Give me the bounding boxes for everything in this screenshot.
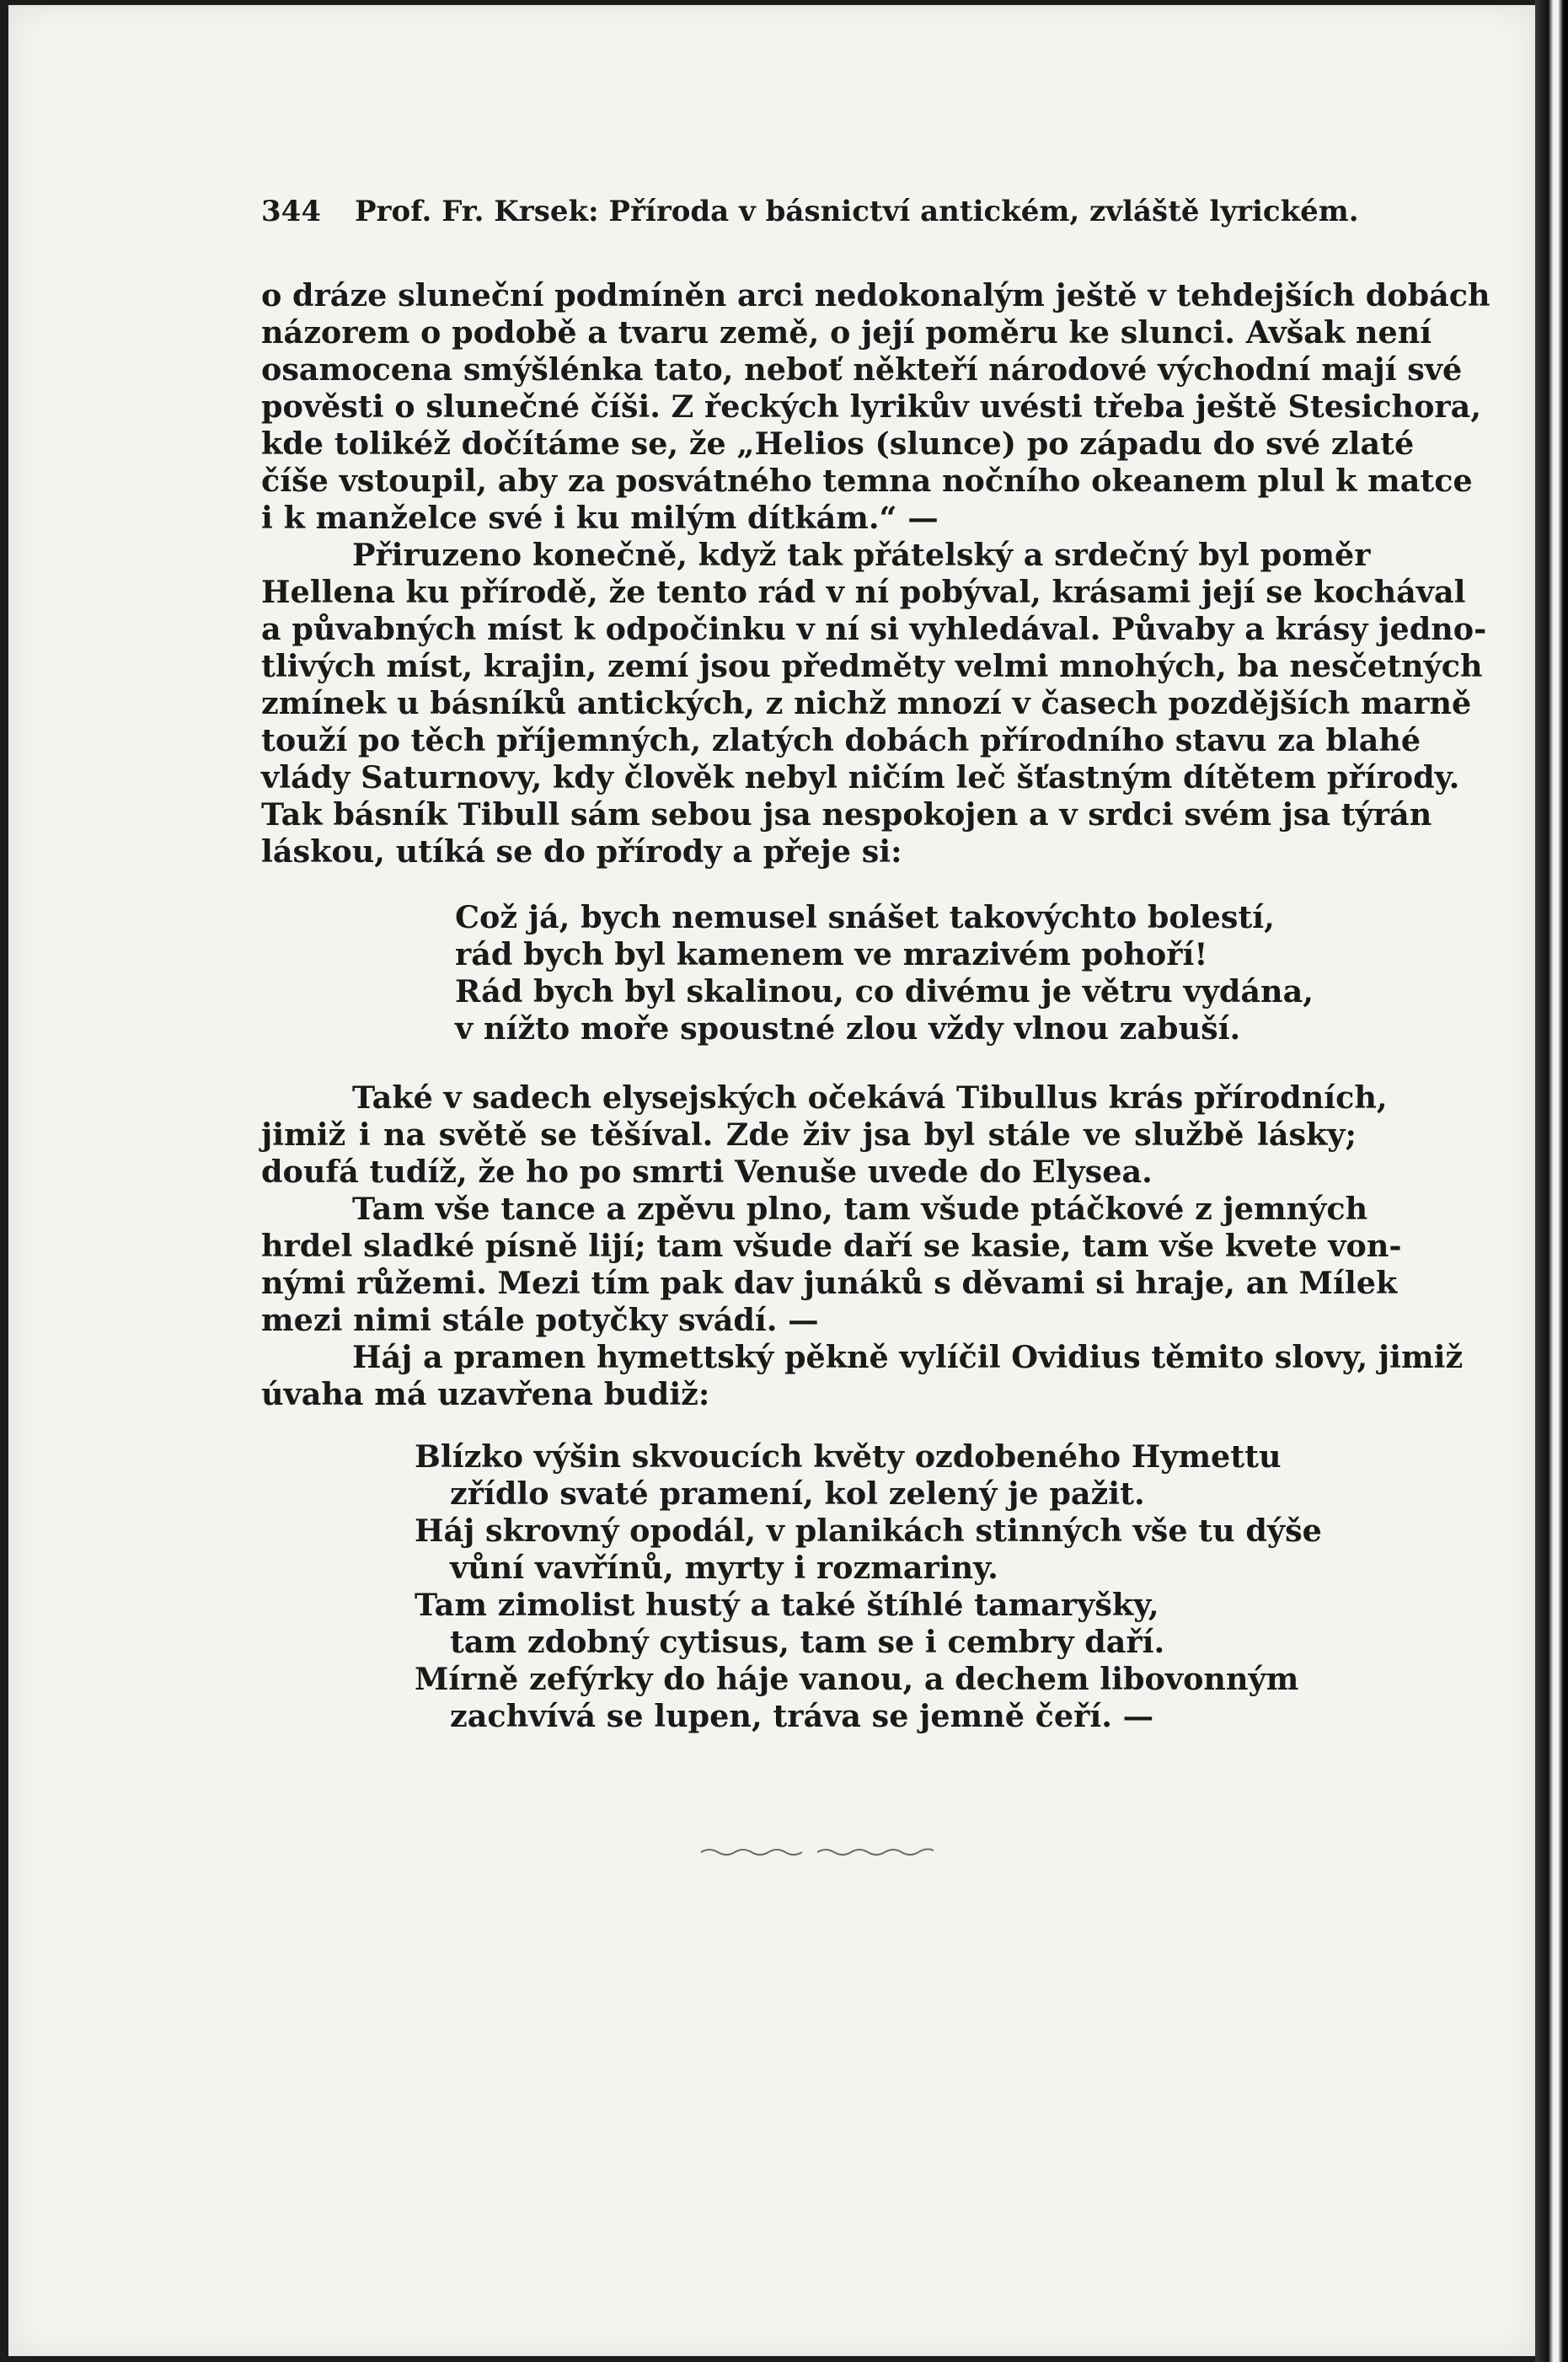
text-line: o dráze sluneční podmíněn arci nedokonalým ještě v tehdejších dobách	[261, 277, 1490, 313]
verse-line: vůní vavřínů, myrty i rozmariny.	[450, 1550, 998, 1586]
verse-line: v nížto moře spoustné zlou vždy vlnou zabuší.	[455, 1010, 1241, 1047]
text-line: hrdel sladké písně lijí; tam všude daří se kasie, tam vše kvete von-	[261, 1228, 1402, 1264]
text-line: i k manželce své i ku milým dítkám.“ —	[261, 500, 939, 536]
paragraph-4	[261, 1191, 1402, 1339]
text-line: nými růžemi. Mezi tím pak dav junáků s děvami si hraje, an Mílek	[261, 1265, 1398, 1301]
text-line: tlivých míst, krajin, zemí jsou předměty velmi mnohých, ba nesčetných	[261, 648, 1483, 684]
verse-line: zřídlo svaté pramení, kol zelený je pažit.	[450, 1476, 1145, 1512]
verse-line: tam zdobný cytisus, tam se i cembry daří.	[450, 1624, 1165, 1660]
text-line: Přiruzeno konečně, když tak přátelský a srdečný byl poměr	[352, 537, 1371, 573]
text-line: doufá tudíž, že ho po smrti Venuše uvede do Elysea.	[261, 1154, 1153, 1190]
text-block	[261, 195, 1490, 1735]
paragraph-5	[261, 1339, 1464, 1413]
verse-line: Háj skrovný opodál, v planikách stinných vše tu dýše	[415, 1513, 1322, 1549]
book-page	[8, 5, 1535, 2356]
book-edge	[1535, 0, 1568, 2362]
text-line: mezi nimi stále potyčky svádí. —	[261, 1302, 819, 1338]
text-line: touží po těch příjemných, zlatých dobách přírodního stavu za blahé	[261, 722, 1421, 758]
text-line: Také v sadech elysejských očekává Tibullus krás přírodních,	[352, 1079, 1388, 1116]
text-line: úvaha má uzavřena budiž:	[261, 1376, 710, 1412]
verse-line: Tam zimolist hustý a také štíhlé tamaryšky,	[415, 1587, 1159, 1623]
end-ornament	[699, 1842, 935, 1859]
text-line: jimiž i na světě se těšíval. Zde živ jsa byl stále ve službě lásky;	[261, 1117, 1357, 1153]
text-line: osamocena smýšlénka tato, neboť někteří národové východní mají své	[261, 351, 1463, 388]
verse-ovidius	[261, 1438, 1357, 1735]
verse-line: Blízko výšin skvoucích květy ozdobeného Hymettu	[415, 1438, 1282, 1475]
text-line: zmínek u básníků antických, z nichž mnozí v časech pozdějších marně	[261, 685, 1472, 721]
running-title: Prof. Fr. Krsek: Příroda v básnictví antickém, zvláště lyrickém.	[354, 195, 1359, 228]
text-line: láskou, utíká se do přírody a přeje si:	[261, 833, 902, 870]
text-line: Háj a pramen hymettský pěkně vylíčil Ovidius těmito slovy, jimiž	[352, 1339, 1464, 1375]
running-head	[261, 195, 1357, 237]
page-number: 344	[261, 195, 321, 228]
text-line: Hellena ku přírodě, že tento rád v ní pobýval, krásami její se kochával	[261, 574, 1466, 610]
text-line: a půvabných míst k odpočinku v ní si vyhledával. Půvaby a krásy jedno-	[261, 611, 1487, 647]
text-line: pověsti o slunečné číši. Z řeckých lyrikův uvésti třeba ještě Stesichora,	[261, 388, 1482, 425]
verse-line: rád bych byl kamenem ve mrazivém pohoří!	[455, 936, 1208, 972]
verse-line: zachvívá se lupen, tráva se jemně čeří. —	[450, 1698, 1154, 1734]
verse-line: Rád bych byl skalinou, co divému je větru vydána,	[455, 973, 1314, 1010]
verse-line: Mírně zefýrky do háje vanou, a dechem libovonným	[415, 1661, 1299, 1697]
verse-tibullus	[261, 899, 1357, 1047]
paragraph-2	[261, 537, 1487, 870]
text-line: kde tolikéž dočítáme se, že „Helios (slunce) po západu do své zlaté	[261, 426, 1415, 462]
text-line: číše vstoupil, aby za posvátného temna nočního okeanem plul k matce	[261, 463, 1473, 499]
verse-line: Což já, bych nemusel snášet takovýchto bolestí,	[455, 899, 1275, 935]
paragraph-3	[261, 1079, 1388, 1191]
paragraph-1	[261, 277, 1490, 537]
text-line: názorem o podobě a tvaru země, o její poměru ke slunci. Avšak není	[261, 314, 1432, 351]
text-line: vlády Saturnovy, kdy člověk nebyl ničím leč šťastným dítětem přírody.	[261, 759, 1460, 795]
text-line: Tak básník Tibull sám sebou jsa nespokojen a v srdci svém jsa týrán	[261, 796, 1432, 833]
text-line: Tam vše tance a zpěvu plno, tam všude ptáčkové z jemných	[352, 1191, 1368, 1227]
